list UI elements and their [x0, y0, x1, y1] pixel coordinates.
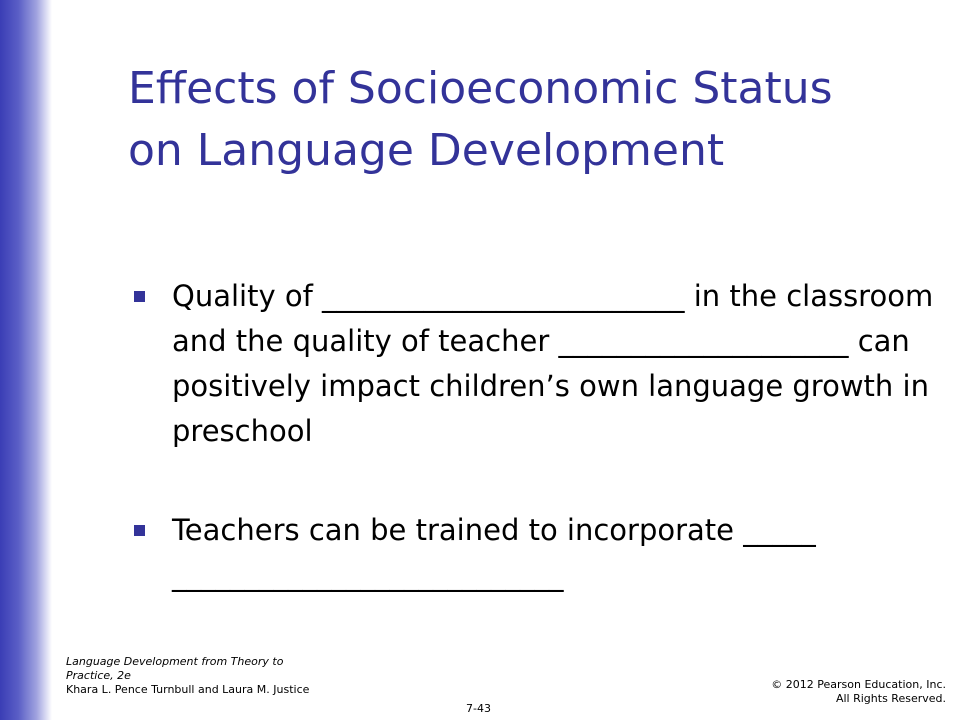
side-gradient-bar — [0, 0, 52, 720]
bullet-list — [134, 274, 934, 598]
title-line-2: on Language Development — [128, 125, 725, 176]
book-title-line-2: Practice, 2e — [66, 669, 131, 682]
copyright-line-2: All Rights Reserved. — [835, 692, 946, 705]
title-line-1: Effects of Socioeconomic Status — [128, 63, 833, 114]
bullet-item-1 — [134, 274, 934, 454]
bullet-text-1: Quality of _________________________ in the classroom and the quality of teacher ____________________ can positively impact children’s own language growth in preschool — [172, 279, 934, 448]
bullet-item-2 — [134, 508, 934, 598]
page-number: 7-43 — [466, 702, 491, 715]
copyright-line-1: © 2012 Pearson Education, Inc. — [771, 678, 946, 691]
book-authors: Khara L. Pence Turnbull and Laura M. Justice — [66, 683, 310, 696]
book-citation — [66, 655, 366, 697]
slide-title — [128, 58, 918, 182]
square-bullet-icon — [134, 291, 145, 302]
copyright-notice — [771, 678, 946, 706]
square-bullet-icon — [134, 525, 145, 536]
bullet-text-2: Teachers can be trained to incorporate _____ ___________________________ — [172, 513, 816, 592]
book-title-line-1: Language Development from Theory to — [66, 655, 284, 668]
